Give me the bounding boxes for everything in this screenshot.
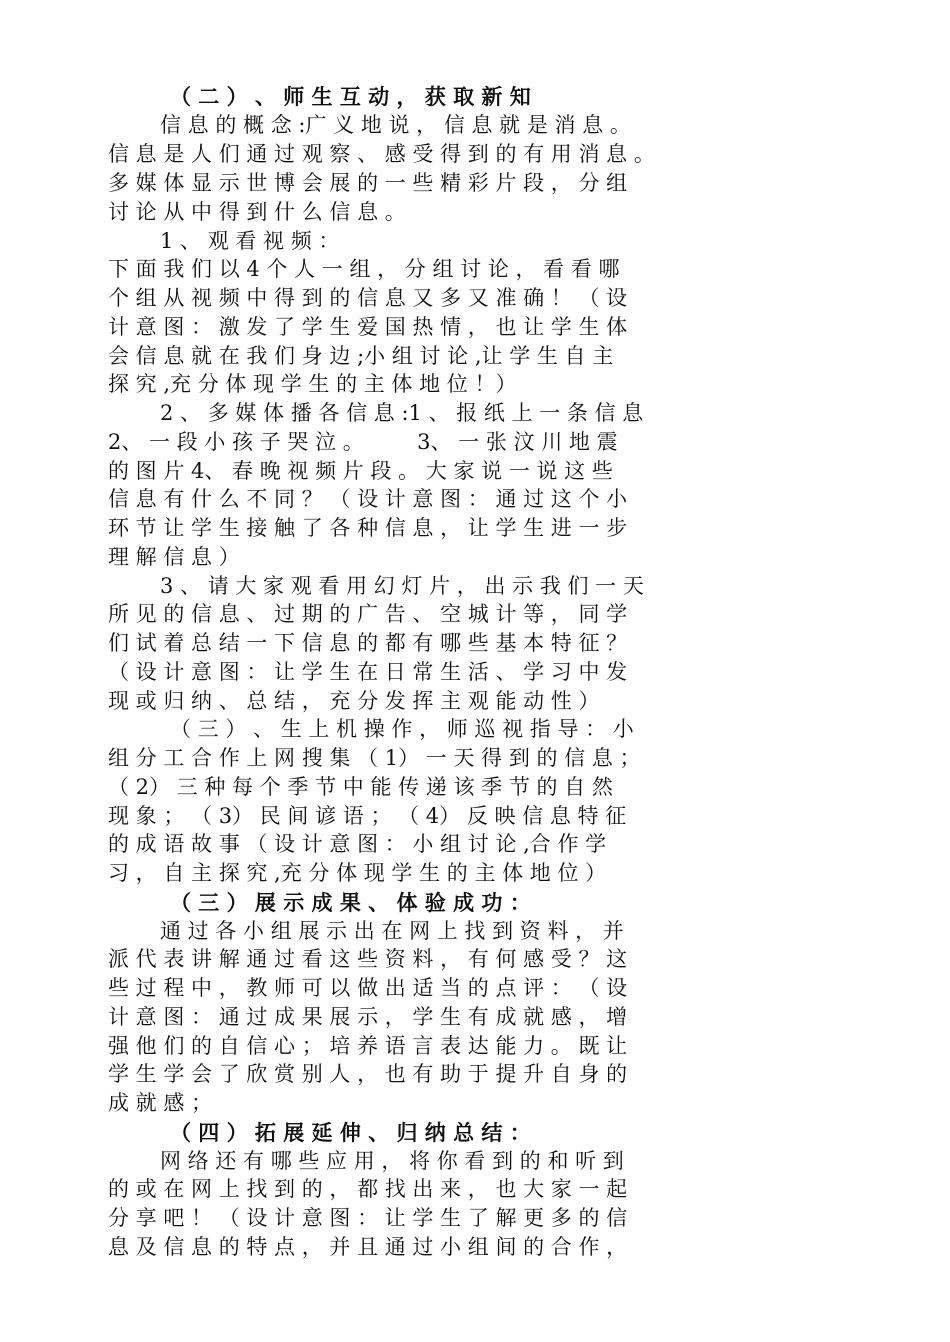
paragraph-line: 学 生 学 会 了 欣 赏 别 人 ， 也 有 助 于 提 升 自 身 的: [108, 1062, 628, 1086]
paragraph-line: 分 享 吧 ！ （ 设 计 意 图 ： 让 学 生 了 解 更 多 的 信: [108, 1206, 628, 1230]
paragraph-line: 信 息 是 人 们 通 过 观 察 、 感 受 得 到 的 有 用 消 息 。: [108, 142, 655, 166]
paragraph-line: 2 、 多 媒 体 播 各 信 息 :1 、 报 纸 上 一 条 信 息: [160, 401, 644, 425]
paragraph-line: 组 分 工 合 作 上 网 搜 集 （ 1） 一 天 得 到 的 信 息 ；: [108, 746, 641, 770]
paragraph-line: 理 解 信 息 ）: [108, 545, 240, 569]
section-heading-interaction: （ 二 ） 、 师 生 互 动 ， 获 取 新 知: [170, 84, 531, 109]
paragraph-line: 信 息 有 什 么 不 同 ？ （ 设 计 意 图 ： 通 过 这 个 小: [108, 487, 628, 511]
paragraph-line: （ 三 ） 、 生 上 机 操 作 ， 师 巡 视 指 导 ： 小: [170, 717, 634, 741]
paragraph-line: 强 他 们 的 自 信 心 ； 培 养 语 言 表 达 能 力 。 既 让: [108, 1034, 628, 1058]
paragraph-line: 2、 一 段 小 孩 子 哭 泣 。 3、 一 张 汶 川 地 震: [108, 430, 618, 454]
paragraph-line: 习 ， 自 主 探 究 ,充 分 体 现 学 生 的 主 体 地 位 ）: [108, 861, 607, 885]
paragraph-line: 现 象 ； （ 3） 民 间 谚 语 ； （ 4） 反 映 信 息 特 征: [108, 804, 627, 828]
section-heading-extension: （ 四 ） 拓 展 延 伸 、 归 纳 总 结 ：: [170, 1120, 531, 1145]
paragraph-line: 成 就 感 ；: [108, 1091, 213, 1115]
paragraph-line: 的 成 语 故 事 （ 设 计 意 图 ： 小 组 讨 论 ,合 作 学: [108, 832, 607, 856]
paragraph-line: 些 过 程 中 ， 教 师 可 以 做 出 适 当 的 点 评 ： （ 设: [108, 976, 628, 1000]
paragraph-line: 通 过 各 小 组 展 示 出 在 网 上 找 到 资 料 ， 并: [160, 919, 624, 943]
paragraph-line: 信 息 的 概 念 :广 义 地 说 ， 信 息 就 是 消 息 。: [160, 113, 631, 137]
paragraph-line: 息 及 信 息 的 特 点 ， 并 且 通 过 小 组 间 的 合 作 ，: [108, 1235, 628, 1259]
paragraph-line: 的 图 片 4、 春 晚 视 频 片 段 。 大 家 说 一 说 这 些: [108, 459, 613, 483]
paragraph-line: 个 组 从 视 频 中 得 到 的 信 息 又 多 又 准 确 ！ （ 设: [108, 286, 628, 310]
paragraph-line: 1 、 观 看 视 频 ：: [160, 229, 340, 253]
paragraph-line: 们 试 着 总 结 一 下 信 息 的 都 有 哪 些 基 本 特 征 ？: [108, 631, 628, 655]
paragraph-line: 3 、 请 大 家 观 看 用 幻 灯 片 ， 出 示 我 们 一 天: [160, 574, 644, 598]
paragraph-line: 环 节 让 学 生 接 触 了 各 种 信 息 ， 让 学 生 进 一 步: [108, 516, 628, 540]
paragraph-line: 计 意 图 ： 激 发 了 学 生 爱 国 热 情 ， 也 让 学 生 体: [108, 315, 628, 339]
section-heading-results: （ 三 ） 展 示 成 果 、 体 验 成 功 ：: [170, 890, 531, 915]
paragraph-line: 所 见 的 信 息 、 过 期 的 广 告 、 空 城 计 等 ， 同 学: [108, 602, 628, 626]
paragraph-line: 下 面 我 们 以 4 个 人 一 组 ， 分 组 讨 论 ， 看 看 哪: [108, 257, 620, 281]
paragraph-line: 派 代 表 讲 解 通 过 看 这 些 资 料 ， 有 何 感 受 ？ 这: [108, 947, 628, 971]
paragraph-line: 多 媒 体 显 示 世 博 会 展 的 一 些 精 彩 片 段 ， 分 组: [108, 171, 628, 195]
paragraph-line: （ 设 计 意 图 ： 让 学 生 在 日 常 生 活 、 学 习 中 发: [108, 660, 628, 684]
paragraph-line: 网 络 还 有 哪 些 应 用 ， 将 你 看 到 的 和 听 到: [160, 1149, 624, 1173]
paragraph-line: 讨 论 从 中 得 到 什 么 信 息 。: [108, 200, 406, 224]
paragraph-line: （ 2） 三 种 每 个 季 节 中 能 传 递 该 季 节 的 自 然: [108, 775, 613, 799]
paragraph-line: 会 信 息 就 在 我 们 身 边 ;小 组 讨 论 ,让 学 生 自 主: [108, 344, 614, 368]
paragraph-line: 现 或 归 纳 、 总 结 ， 充 分 发 挥 主 观 能 动 性 ）: [108, 689, 600, 713]
paragraph-line: 探 究 ,充 分 体 现 学 生 的 主 体 地 位 ！）: [108, 372, 517, 396]
paragraph-line: 计 意 图 ： 通 过 成 果 展 示 ， 学 生 有 成 就 感 ， 增: [108, 1005, 628, 1029]
paragraph-line: 的 或 在 网 上 找 到 的 ， 都 找 出 来 ， 也 大 家 一 起: [108, 1177, 628, 1201]
